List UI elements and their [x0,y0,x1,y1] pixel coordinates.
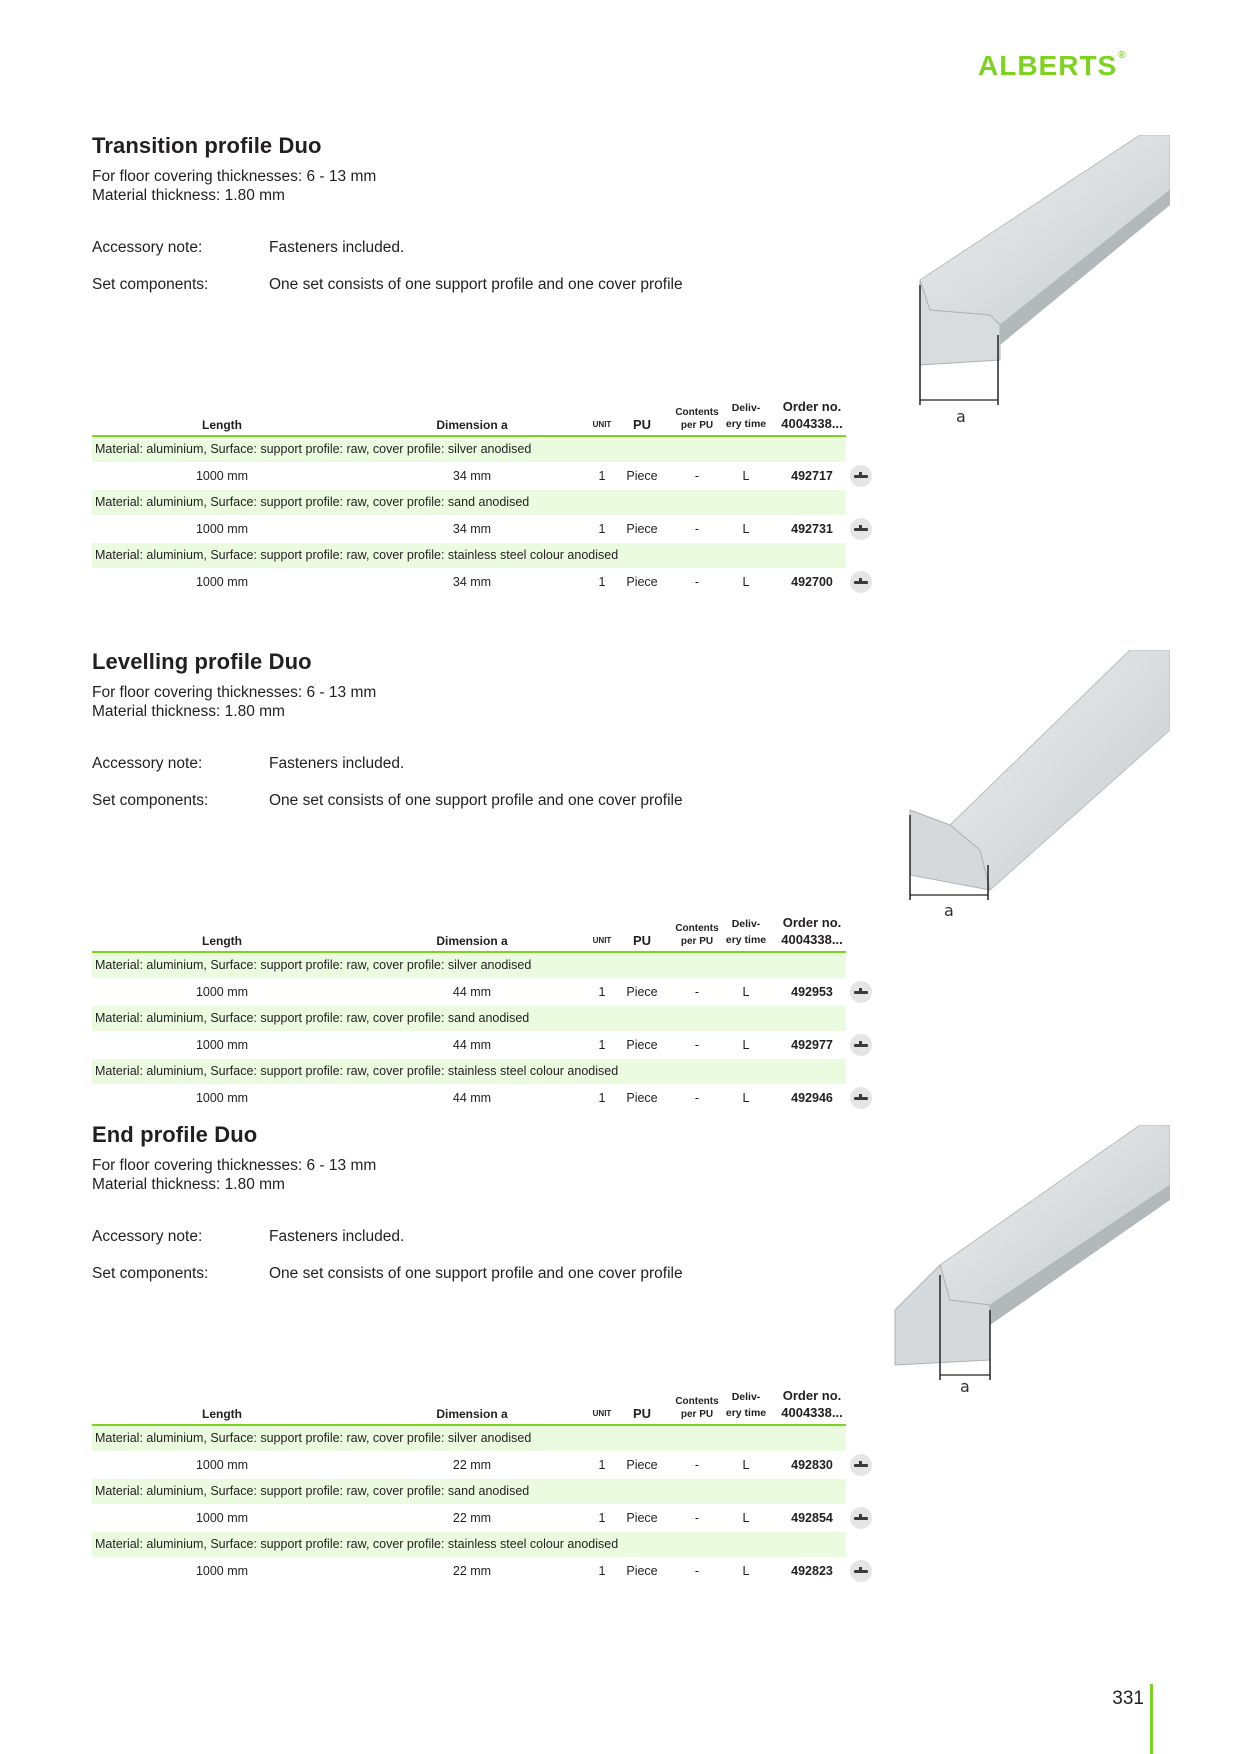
order-number: 492977 [791,1038,833,1052]
material-row: Material: aluminium, Surface: support profile: raw, cover profile: silver anodised [92,1426,846,1451]
table-header: Length Dimension a UNIT PU Contents per PU Deliv- ery time Order no. 4004338... [92,1374,846,1426]
spec-text: For floor covering thicknesses: 6 - 13 mm Material thickness: 1.80 mm [92,168,377,204]
brand-logo: ALBERTS® [978,50,1127,81]
order-number: 492717 [791,469,833,483]
table-row[interactable]: 1000 mm 22 mm 1 Piece - L 492830 [92,1451,846,1479]
end-profile-image [890,1125,1170,1395]
profile-symbol-icon [850,571,872,593]
profile-symbol-icon [850,1560,872,1582]
table-row[interactable]: 1000 mm 34 mm 1 Piece - L 492731 [92,515,846,543]
spec-text: For floor covering thicknesses: 6 - 13 mm Material thickness: 1.80 mm [92,1157,377,1193]
accessory-note: Accessory note: Fasteners included. [92,239,405,256]
dimension-label: a [960,1377,970,1395]
page-accent-bar [1150,1684,1153,1754]
order-number: 492854 [791,1511,833,1525]
material-row: Material: aluminium, Surface: support profile: raw, cover profile: stainless steel colour anodised [92,1059,846,1084]
accessory-note: Accessory note: Fasteners included. [92,755,405,772]
table-row[interactable]: 1000 mm 22 mm 1 Piece - L 492823 [92,1557,846,1585]
profile-symbol-icon [850,1087,872,1109]
table-header: Length Dimension a UNIT PU Contents per PU Deliv- ery time Order no. 4004338... [92,901,846,953]
order-number: 492953 [791,985,833,999]
product-table [92,1374,846,1585]
order-number: 492830 [791,1458,833,1472]
spec-text: For floor covering thicknesses: 6 - 13 mm Material thickness: 1.80 mm [92,684,377,720]
order-number: 492946 [791,1091,833,1105]
set-components: Set components: One set consists of one support profile and one cover profile [92,1265,683,1282]
order-number: 492731 [791,522,833,536]
material-row: Material: aluminium, Surface: support profile: raw, cover profile: sand anodised [92,1479,846,1504]
profile-symbol-icon [850,1454,872,1476]
accessory-note: Accessory note: Fasteners included. [92,1228,405,1245]
table-row[interactable]: 1000 mm 44 mm 1 Piece - L 492953 [92,978,846,1006]
table-row[interactable]: 1000 mm 44 mm 1 Piece - L 492946 [92,1084,846,1112]
product-table [92,385,846,596]
dimension-label: a [944,901,954,920]
table-row[interactable]: 1000 mm 22 mm 1 Piece - L 492854 [92,1504,846,1532]
material-row: Material: aluminium, Surface: support profile: raw, cover profile: sand anodised [92,490,846,515]
profile-symbol-icon [850,465,872,487]
transition-profile-image [890,135,1170,425]
material-row: Material: aluminium, Surface: support profile: raw, cover profile: sand anodised [92,1006,846,1031]
profile-symbol-icon [850,1507,872,1529]
product-table [92,901,846,1112]
section-title: Transition profile Duo [92,133,322,158]
dimension-label: a [956,407,966,425]
page-number: 331 [1112,1688,1144,1709]
material-row: Material: aluminium, Surface: support profile: raw, cover profile: stainless steel colour anodised [92,1532,846,1557]
section-title: Levelling profile Duo [92,649,312,674]
profile-symbol-icon [850,981,872,1003]
order-number: 492823 [791,1564,833,1578]
material-row: Material: aluminium, Surface: support profile: raw, cover profile: silver anodised [92,437,846,462]
table-row[interactable]: 1000 mm 34 mm 1 Piece - L 492717 [92,462,846,490]
section-title: End profile Duo [92,1122,258,1147]
material-row: Material: aluminium, Surface: support profile: raw, cover profile: silver anodised [92,953,846,978]
order-number: 492700 [791,575,833,589]
table-row[interactable]: 1000 mm 34 mm 1 Piece - L 492700 [92,568,846,596]
table-row[interactable]: 1000 mm 44 mm 1 Piece - L 492977 [92,1031,846,1059]
material-row: Material: aluminium, Surface: support profile: raw, cover profile: stainless steel colour anodised [92,543,846,568]
set-components: Set components: One set consists of one support profile and one cover profile [92,792,683,809]
levelling-profile-image [890,650,1170,920]
set-components: Set components: One set consists of one support profile and one cover profile [92,276,683,293]
table-header: Length Dimension a UNIT PU Contents per PU Deliv- ery time Order no. 4004338... [92,385,846,437]
profile-symbol-icon [850,518,872,540]
profile-symbol-icon [850,1034,872,1056]
